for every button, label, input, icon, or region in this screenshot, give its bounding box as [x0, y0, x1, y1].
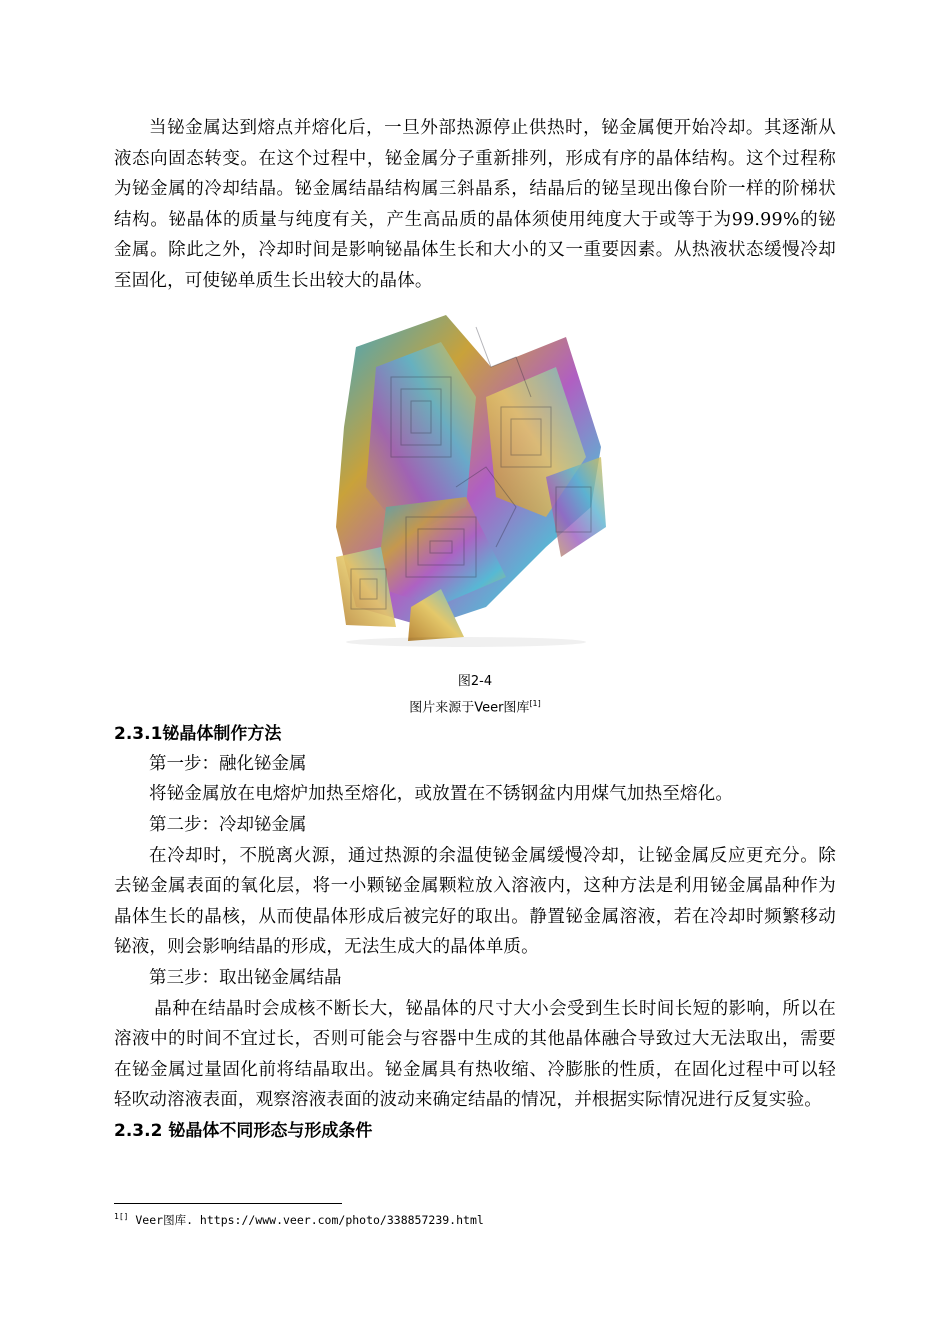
section-heading-2-3-1: 2.3.1铋晶体制作方法: [114, 723, 282, 744]
figure-source: [114, 693, 836, 719]
step3-title: 第三步：取出铋金属结晶: [149, 968, 342, 989]
footnote: [114, 1212, 484, 1228]
step3-text: 晶种在结晶时会成核不断长大，铋晶体的尺寸大小会受到生长时间长短的影响，所以在溶液中的时间不宜过长，否则可能会与容器中生成的其他晶体融合导致过大无法取出，需要在铋金属过量固化前将结晶取出。铋金属具有热收缩、冷膨胀的性质，在固化过程中可以轻轻吹动溶液表面，观察溶液表面的波动来确定结晶的情况，并根据实际情况进行反复实验。: [114, 998, 836, 1111]
section-heading-2-3-2: 2.3.2 铋晶体不同形态与形成条件: [114, 1121, 373, 1142]
figure-source-ref: [1]: [529, 698, 541, 708]
bismuth-crystal-image: [316, 307, 616, 649]
page-content: [114, 113, 836, 1146]
step1-text: 将铋金属放在电熔炉加热至熔化，或放置在不锈钢盆内用煤气加热至熔化。: [149, 784, 734, 805]
figure-bismuth-crystal: [114, 307, 836, 671]
step1-title: 第一步：融化铋金属: [149, 753, 307, 774]
step2-text: 在冷却时，不脱离火源，通过热源的余温使铋金属缓慢冷却，让铋金属反应更充分。除去铋金属表面的氧化层，将一小颗铋金属颗粒放入溶液内，这种方法是利用铋金属晶种作为晶体生长的晶核，从而使晶体形成后被完好的取出。静置铋金属溶液，若在冷却时频繁移动铋液，则会影响结晶的形成，无法生成大的晶体单质。: [114, 845, 836, 958]
footnote-marker: 1[]: [114, 1212, 129, 1222]
figure-source-text: 图片来源于Veer图库: [409, 699, 530, 715]
figure-label: 图2-4: [457, 673, 493, 689]
footnote-text: Veer图库. https://www.veer.com/photo/338857239.html: [128, 1213, 484, 1227]
step2-title: 第二步：冷却铋金属: [149, 815, 307, 836]
intro-paragraph: 当铋金属达到熔点并熔化后，一旦外部热源停止供热时，铋金属便开始冷却。其逐渐从液态向固态转变。在这个过程中，铋金属分子重新排列，形成有序的晶体结构。这个过程称为铋金属的冷却结晶。铋金属结晶结构属三斜晶系，结晶后的铋呈现出像台阶一样的阶梯状结构。铋晶体的质量与纯度有关，产生高品质的晶体须使用纯度大于或等于为99.99%的铋金属。除此之外，冷却时间是影响铋晶体生长和大小的又一重要因素。从热液状态缓慢冷却至固化，可使铋单质生长出较大的晶体。: [114, 118, 836, 291]
footnote-rule: [114, 1203, 342, 1204]
